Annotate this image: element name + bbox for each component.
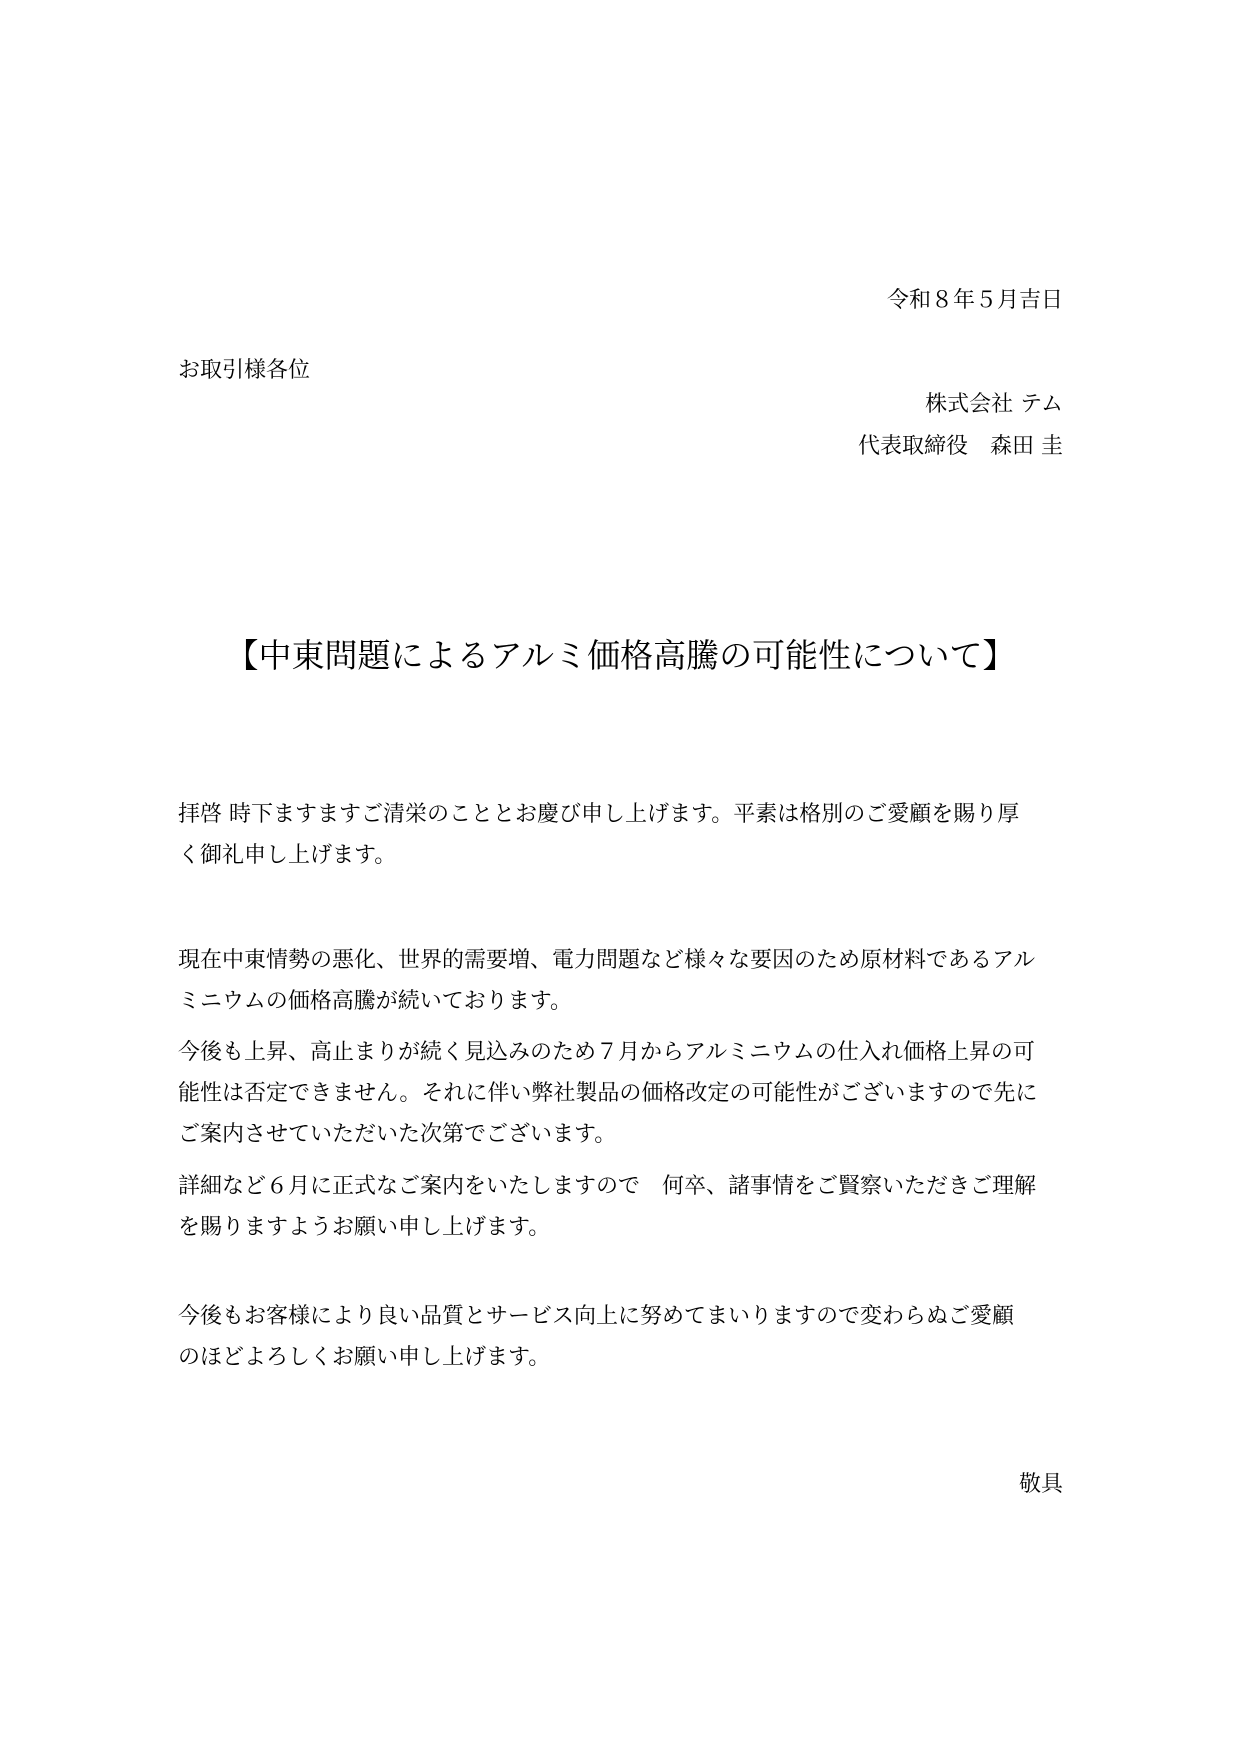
body-line: 今後もお客様により良い品質とサービス向上に努めてまいりますので変わらぬご愛顧 bbox=[178, 1304, 1015, 1329]
body-paragraph-3 bbox=[178, 1166, 1068, 1248]
sender-representative: 代表取締役 森田 圭 bbox=[858, 434, 1063, 459]
body-line: 能性は否定できません。それに伴い弊社製品の価格改定の可能性がございますので先に bbox=[178, 1081, 1038, 1106]
body-paragraph-2 bbox=[178, 1032, 1068, 1155]
recipient: お取引様各位 bbox=[178, 358, 311, 383]
body-line: ご案内させていただいた次第でございます。 bbox=[178, 1122, 617, 1147]
body-line: 詳細など６月に正式なご案内をいたしますので 何卒、諸事情をご賢察いただきご理解 bbox=[178, 1174, 1037, 1199]
body-line: ミニウムの価格高騰が続いております。 bbox=[178, 989, 573, 1014]
sender-company: 株式会社 テム bbox=[925, 392, 1063, 417]
body-line: 現在中東情勢の悪化、世界的需要増、電力問題など様々な要因のため原材料であるアル bbox=[178, 948, 1036, 973]
letter-date: 令和８年５月吉日 bbox=[886, 288, 1063, 313]
body-paragraph-1 bbox=[178, 940, 1068, 1022]
body-line: 今後も上昇、高止まりが続く見込みのため７月からアルミニウムの仕入れ価格上昇の可 bbox=[178, 1040, 1035, 1065]
body-line: を賜りますようお願い申し上げます。 bbox=[178, 1215, 551, 1240]
closing: 敬具 bbox=[1018, 1472, 1063, 1497]
letter-title: 【中東問題によるアルミ価格高騰の可能性について】 bbox=[225, 636, 1016, 675]
body-line: のほどよろしくお願い申し上げます。 bbox=[178, 1345, 551, 1370]
greeting-line: く御礼申し上げます。 bbox=[178, 843, 397, 868]
greeting-line: 拝啓 時下ますますご清栄のこととお慶び申し上げます。平素は格別のご愛顧を賜り厚 bbox=[178, 802, 1020, 827]
body-paragraph-4 bbox=[178, 1296, 1068, 1378]
greeting-paragraph bbox=[178, 794, 1068, 876]
